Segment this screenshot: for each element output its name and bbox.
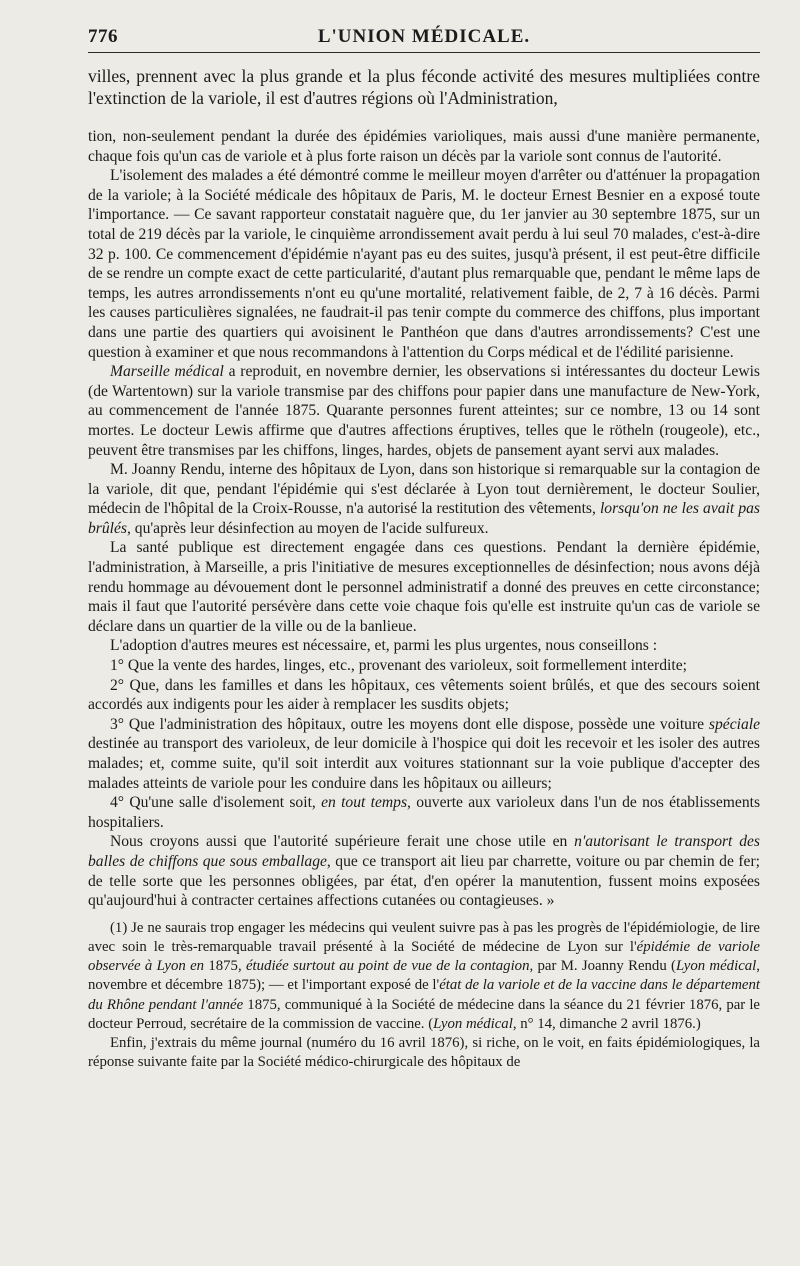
paragraph-public-health: La santé publique est directement engagée dans ces questions. Pendant la dernière épidémie, l'administration, à Marseille, a pris l'initiative de mesures exceptionnelles de désinfection; nous avons déjà rendu hommage au dévouement dont le personnel administratif a donné des preuves en cette circonstance; mais il faut que l'autorité persévère dans cette voie chaque fois qu'elle est instruite qu'un cas de variole se déclare dans un quartier de la ville ou de la banlieue. [88, 539, 760, 635]
paragraph-continued: villes, prennent avec la plus grande et la plus féconde activité des mesures multipliées contre l'extinction de la variole, il est d'autres régions où l'Administration, [88, 66, 760, 108]
paragraph-measures-intro: L'adoption d'autres meures est nécessaire, et, parmi les plus urgentes, nous conseillons : [110, 637, 658, 655]
measure-item-2: 2° Que, dans les familles et dans les hôpitaux, ces vêtements soient brûlés, et que des secours soient accordés aux indigents pour les aider à remplacer les susdits objets; [88, 676, 760, 714]
measure-item-4: 4° Qu'une salle d'isolement soit, en tout temps, ouverte aux varioleux dans l'un de nos établissements hospitaliers. [88, 794, 761, 831]
paragraph-conclusion: Nous croyons aussi que l'autorité supérieure ferait une chose utile en n'autorisant le transport des balles de chiffons que sous emballage, que ce transport ait lieu par charrette, voiture ou par chemin de fer; de telle sorte que les personnes obligées, par état, d'en opérer la manutention, fussent moins exposées qu'aujourd'hui à contracter certaines affections cutanées ou contagieuses. » [88, 833, 761, 910]
measure-item-3: 3° Que l'administration des hôpitaux, outre les moyens dont elle dispose, possède une voiture spéciale destinée au transport des varioleux, de leur domicile à l'hospice qui doit les recevoir et les isoler des autres malades; et, comme suite, qu'il soit interdit aux voitures stationnant sur la voie publique d'accepter des malades atteints de variole pour les conduire dans les hôpitaux ou ailleurs; [88, 715, 760, 792]
paragraph-marseille: Marseille médical a reproduit, en novembre dernier, les observations si intéressantes du docteur Lewis (de Wartentown) sur la variole transmise par des chiffons pour papier dans une manufacture de New-York, au commencement de l'année 1875. Quarante personnes furent atteintes; sur ce nombre, 13 ou 14 sont mortes. Le docteur Lewis affirme que d'autres affections éruptives, telles que le rötheln (rougeole), etc., peuvent être transmises par les chiffons, linges, hardes, objets de pansement ayant servi aux malades. [88, 363, 760, 459]
footnote-continuation: Enfin, j'extrais du même journal (numéro du 16 avril 1876), si riche, on le voit, en faits épidémiologiques, la réponse suivante faite par la Société médico-chirurgicale des hôpitaux de [88, 1034, 760, 1071]
article-body [88, 65, 760, 1072]
footnote-1: (1) Je ne saurais trop engager les médecins qui veulent suivre pas à pas les progrès de l'épidémiologie, de lire avec soin le très-remarquable travail présenté à la Société de médecine de Lyon sur l'épidémie de variole observée à Lyon en 1875, étudiée surtout au point de vue de la contagion, par M. Joanny Rendu (Lyon médical, novembre et décembre 1875); — et l'important exposé de l'état de la variole et de la vaccine dans le département du Rhône pendant l'année 1875, communiqué à la Société de médecine dans la séance du 21 février 1876, par le docteur Perroud, secrétaire de la commission de vaccine. (Lyon médical, n° 14, dimanche 2 avril 1876.) [88, 919, 760, 1032]
paragraph-isolation: L'isolement des malades a été démontré comme le meilleur moyen d'arrêter ou d'atténuer la propagation de la variole; à la Société médicale des hôpitaux de Paris, M. le docteur Ernest Besnier en a exposé toute l'importance. — Ce savant rapporteur constatait naguère que, du 1er janvier au 30 septembre 1875, sur un total de 219 décès par la variole, le cinquième arrondissement avait perdu à lui seul 70 malades, c'est-à-dire 32 p. 100. Ce commencement d'épidémie n'ayant pas eu des suites, jusqu'à présent, il est peut-être difficile de se rendre un compte exact de cette particularité, d'autant plus remarquable que, pendant le même laps de temps, les autres arrondissements n'ont eu qu'une mortalité, relativement faible, de 2, 7 à 16 décès. Parmi les causes particulières signalées, ne faudrait-il pas tenir compte du commerce des chiffons, plus important dans une partie des quartiers qui avoisinent le Panthéon que dans d'autres arrondissements? C'est une question à examiner et que nous recommandons à l'attention du Corps médical et de l'édilité parisienne. [88, 167, 760, 361]
journal-title: L'UNION MÉDICALE. [317, 26, 531, 47]
paragraph-isolation-intro: tion, non-seulement pendant la durée des épidémies varioliques, mais aussi d'une manière permanente, chaque fois qu'un cas de variole et à plus forte raison un décès par la variole sont connus de l'autorité. [88, 128, 760, 165]
measure-item-1: 1° Que la vente des hardes, linges, etc., provenant des varioleux, soit formellement interdite; [110, 657, 687, 675]
running-head [88, 22, 760, 53]
paragraph-rendu: M. Joanny Rendu, interne des hôpitaux de Lyon, dans son historique si remarquable sur la contagion de la variole, dit que, pendant l'épidémie qui s'est déclarée à Lyon tout dernièrement, le docteur Soulier, médecin de l'hôpital de la Croix-Rousse, n'a autorisé la restitution des vêtements, lorsqu'on ne les avait pas brûlés, qu'après leur désinfection au moyen de l'acide sulfureux. [88, 461, 760, 537]
journal-name: Marseille médical [110, 363, 224, 381]
page-number: 776 [88, 26, 118, 47]
